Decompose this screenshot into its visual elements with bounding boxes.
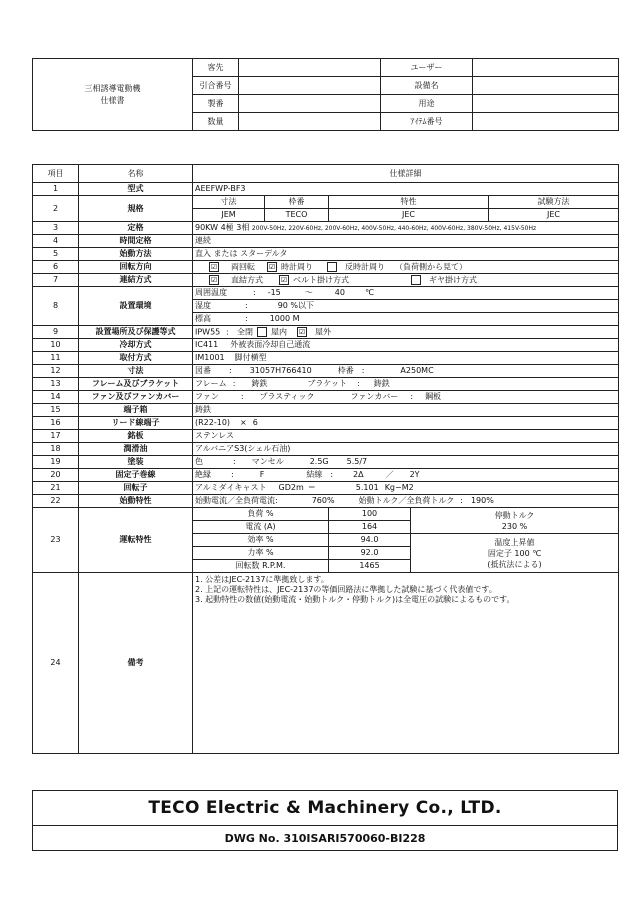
drawing-number: 31057H766410 xyxy=(249,366,312,375)
table-row xyxy=(33,274,619,287)
frame-label: 枠番 xyxy=(337,366,354,375)
table-row xyxy=(33,469,619,482)
row-name: 設置場所及び保護等式 xyxy=(79,326,193,339)
temperature-label: 周囲温度 xyxy=(195,288,227,297)
altitude-value: 1000 M xyxy=(269,314,300,323)
protection-cell: IPW55 : 全閉 屋内 ☑ 屋外 xyxy=(193,326,619,339)
table-row xyxy=(33,196,619,209)
header-table xyxy=(32,58,619,131)
option-label: ギヤ掛け方式 xyxy=(429,275,477,285)
standard-frame-header: 枠番 xyxy=(265,196,329,209)
row-number: 12 xyxy=(33,365,79,378)
row-name: 連結方式 xyxy=(79,274,193,287)
standard-dimension-value: JEM xyxy=(193,209,265,222)
stop-torque-label: 停動トルク xyxy=(494,510,535,520)
terminal-box-value: 鋳鉄 xyxy=(193,404,619,417)
table-row xyxy=(33,404,619,417)
frame-material-label: フレーム xyxy=(195,379,227,388)
spec-table xyxy=(32,164,619,754)
item-number-label: ｱｲﾃﾑ番号 xyxy=(381,113,473,131)
connection-label: 結線 xyxy=(306,470,323,479)
temperature-rise-label: 温度上昇値 xyxy=(494,537,535,547)
fan-material: プラスティック xyxy=(259,392,315,401)
row-name: 始動方法 xyxy=(79,248,193,261)
table-row xyxy=(33,183,619,196)
rpm-value: 1465 xyxy=(329,560,411,573)
table-row xyxy=(33,365,619,378)
row-name: 規格 xyxy=(79,196,193,222)
frame-number: A250MC xyxy=(400,366,434,375)
stator-winding-cell: 絶縁 : F 結線 : 2Δ ／ 2Y xyxy=(193,469,619,482)
starting-torque-value: 190% xyxy=(470,496,494,505)
row-name: 回転子 xyxy=(79,482,193,495)
color-value: 5.5/7 xyxy=(346,457,368,466)
row-number: 19 xyxy=(33,456,79,469)
checkbox-checked-icon: ☑ xyxy=(280,276,288,284)
row-number: 20 xyxy=(33,469,79,482)
row-number: 22 xyxy=(33,495,79,508)
humidity-value: 90 %以下 xyxy=(277,301,315,310)
mounting-cell xyxy=(193,352,619,365)
table-row xyxy=(33,456,619,469)
row-number: 7 xyxy=(33,274,79,287)
standard-characteristic-header: 特性 xyxy=(329,196,489,209)
connection-delta: 2Δ xyxy=(353,470,364,479)
time-rating-value: 連続 xyxy=(193,235,619,248)
row-number: 6 xyxy=(33,261,79,274)
cooling-cell xyxy=(193,339,619,352)
frame-material: 鋳鉄 xyxy=(251,379,268,388)
stop-torque-cell xyxy=(411,508,619,534)
row-number: 14 xyxy=(33,391,79,404)
fan-cover-label: ファンカバー xyxy=(350,392,399,401)
bracket-label: ブラケット xyxy=(307,379,347,388)
motor-type: 三相誘導電動機 xyxy=(33,59,193,95)
bracket-material: 鋳鉄 xyxy=(373,379,390,388)
current-value: 164 xyxy=(329,521,411,534)
insulation-class: F xyxy=(259,470,265,479)
table-row xyxy=(33,417,619,430)
coupling-cell xyxy=(193,274,619,287)
rotor-type: アルミダイキャスト xyxy=(195,483,267,492)
fan-cell: ファン : プラスティック ファンカバー : 鋼板 xyxy=(193,391,619,404)
mounting-code: IM1001 xyxy=(195,353,225,362)
starting-method-value: 直入 または スターデルタ xyxy=(193,248,619,261)
insulation-label: 絶縁 xyxy=(195,470,211,479)
starting-torque-label: 始動トルク／全負荷トルク xyxy=(358,496,455,505)
checkbox-empty-icon xyxy=(257,327,267,337)
humidity-cell: 湿度 : 90 %以下 xyxy=(193,300,619,313)
temperature-min: -15 xyxy=(267,288,281,297)
item-header: 項目 xyxy=(33,165,79,183)
row-number: 21 xyxy=(33,482,79,495)
stop-torque-value: 230 % xyxy=(501,521,528,531)
table-row xyxy=(33,235,619,248)
table-row xyxy=(33,352,619,365)
item-number-value xyxy=(473,113,619,131)
detail-header: 仕様詳細 xyxy=(193,165,619,183)
equals: ＝ xyxy=(307,483,316,492)
efficiency-label: 効率 % xyxy=(193,534,329,547)
header-row xyxy=(33,165,619,183)
table-row xyxy=(33,326,619,339)
footer-table xyxy=(32,790,618,851)
row-name: フレーム及びブラケット xyxy=(79,378,193,391)
row-name: 端子箱 xyxy=(79,404,193,417)
row-name: 取付方式 xyxy=(79,352,193,365)
rating-voltages: 200V-50Hz, 220V-60Hz, 200V-60Hz, 400V-50Hz, 440-60Hz, 400V-60Hz, 380V-50Hz, 415V-50Hz xyxy=(251,225,537,232)
rpm-label: 回転数 R.P.M. xyxy=(193,560,329,573)
row-name: リード線端子 xyxy=(79,417,193,430)
row-name: 冷却方式 xyxy=(79,339,193,352)
name-header: 名称 xyxy=(79,165,193,183)
lead-terminal-qty: 6 xyxy=(252,418,258,427)
lead-terminal-cell: (R22-10) × 6 xyxy=(193,417,619,430)
row-number: 1 xyxy=(33,183,79,196)
company-name: TECO Electric & Machinery Co., LTD. xyxy=(33,791,618,826)
starting-current-value: 760% xyxy=(311,496,335,505)
serial-number-label: 製番 xyxy=(193,95,239,113)
ip-rating: IPW55 xyxy=(195,327,221,337)
table-row xyxy=(33,248,619,261)
load-label: 負荷 % xyxy=(193,508,329,521)
row-name: 始動特性 xyxy=(79,495,193,508)
checkbox-empty-icon xyxy=(411,275,421,285)
rotation-cell xyxy=(193,261,619,274)
current-label: 電流 (A) xyxy=(193,521,329,534)
starting-current-label: 始動電流／全負荷電流: xyxy=(195,496,278,505)
row-number: 23 xyxy=(33,508,79,573)
option-label: 直結方式 xyxy=(231,275,263,285)
connection-star: 2Y xyxy=(409,470,420,479)
paint-cell: 色 : マンセル 2.5G 5.5/7 xyxy=(193,456,619,469)
mounting-description: 脚付横型 xyxy=(234,353,267,362)
quantity-value xyxy=(239,113,381,131)
color-label: 色 xyxy=(195,457,203,466)
option-label: 屋内 xyxy=(270,327,287,337)
row-number: 16 xyxy=(33,417,79,430)
gd2-value: 5.101 xyxy=(355,483,379,492)
row-number: 24 xyxy=(33,573,79,754)
customer-label: 客先 xyxy=(193,59,239,77)
humidity-label: 湿度 xyxy=(195,301,211,310)
standard-frame-value: TECO xyxy=(265,209,329,222)
cooling-code: IC411 xyxy=(195,340,219,349)
dimensions-cell: 図番 : 31057H766410 枠番 : A250MC xyxy=(193,365,619,378)
tilde: ～ xyxy=(304,288,313,297)
option-label: 全閉 xyxy=(236,327,253,337)
note-line: 3. 起動特性の数値(始動電流・始動トルク・停動トルク)は全電圧の試験によるものです。 xyxy=(195,595,515,604)
row-number: 2 xyxy=(33,196,79,222)
temperature-rise-value: 固定子 100 ℃ xyxy=(487,548,542,558)
checkbox-empty-icon xyxy=(327,262,337,272)
notes-cell xyxy=(193,573,619,754)
starting-characteristics-cell: 始動電流／全負荷電流: 760% 始動トルク／全負荷トルク : 190% xyxy=(193,495,619,508)
fan-label: ファン xyxy=(195,392,219,401)
note-line: 2. 上記の運転特性は、JEC-2137の等価回路法に準拠した試験に基づく代表値です。 xyxy=(195,585,497,594)
standard-test-value: JEC xyxy=(489,209,619,222)
row-number: 13 xyxy=(33,378,79,391)
color-system: マンセル xyxy=(251,457,284,466)
standard-dimension-header: 寸法 xyxy=(193,196,265,209)
row-name: 潤滑油 xyxy=(79,443,193,456)
row-number: 15 xyxy=(33,404,79,417)
table-row xyxy=(33,482,619,495)
option-label: 両回転 xyxy=(231,262,255,272)
table-row xyxy=(33,339,619,352)
customer-value xyxy=(239,59,381,77)
temperature-unit: ℃ xyxy=(364,288,374,297)
row-number: 10 xyxy=(33,339,79,352)
table-row xyxy=(33,573,619,754)
option-label: 反時計周り xyxy=(345,262,385,272)
checkbox-checked-icon: ☑ xyxy=(268,263,276,271)
table-row xyxy=(33,430,619,443)
rating-cell xyxy=(193,222,619,235)
row-number: 17 xyxy=(33,430,79,443)
table-row xyxy=(33,287,619,300)
slash: ／ xyxy=(385,470,394,479)
checkbox-checked-icon: ☑ xyxy=(210,276,218,284)
cooling-description: 外被表面冷却自己通流 xyxy=(230,340,311,349)
row-name: 銘板 xyxy=(79,430,193,443)
temperature-rise-cell xyxy=(411,534,619,573)
altitude-cell: 標高 : 1000 M xyxy=(193,313,619,326)
inquiry-number-label: 引合番号 xyxy=(193,77,239,95)
option-label: 屋外 xyxy=(314,327,331,337)
inquiry-number-value xyxy=(239,77,381,95)
row-number: 3 xyxy=(33,222,79,235)
equipment-name-value xyxy=(473,77,619,95)
row-name: 運転特性 xyxy=(79,508,193,573)
model-value: AEEFWP-BF3 xyxy=(193,183,619,196)
power-factor-label: 力率 % xyxy=(193,547,329,560)
row-name: 固定子巻線 xyxy=(79,469,193,482)
table-row xyxy=(33,222,619,235)
checkbox-checked-icon: ☑ xyxy=(298,328,306,336)
user-label: ユーザー xyxy=(381,59,473,77)
option-label: 時計周り xyxy=(281,262,313,272)
document-type: 仕様書 xyxy=(33,95,193,131)
serial-number-value xyxy=(239,95,381,113)
row-number: 18 xyxy=(33,443,79,456)
row-number: 8 xyxy=(33,287,79,326)
gd2-label: GD2m xyxy=(278,483,304,492)
temperature-cell: 周囲温度 : -15 ～ 40 ℃ xyxy=(193,287,619,300)
table-row xyxy=(33,508,619,521)
altitude-label: 標高 xyxy=(195,314,211,323)
temperature-max: 40 xyxy=(334,288,345,297)
standard-characteristic-value: JEC xyxy=(329,209,489,222)
row-name: 定格 xyxy=(79,222,193,235)
temperature-rise-method: (抵抗法による) xyxy=(487,559,542,569)
row-name: 設置環境 xyxy=(79,287,193,326)
color-hue: 2.5G xyxy=(309,457,329,466)
table-row xyxy=(33,443,619,456)
drawing-label: 図番 xyxy=(195,366,211,375)
row-number: 4 xyxy=(33,235,79,248)
note-line: 1. 公差はJEC-2137に準拠致します。 xyxy=(195,575,329,584)
fan-cover-material: 鋼板 xyxy=(425,392,442,401)
load-value: 100 xyxy=(329,508,411,521)
row-number: 9 xyxy=(33,326,79,339)
gd2-unit: Kg−M2 xyxy=(384,483,414,492)
table-row xyxy=(33,261,619,274)
rotor-cell xyxy=(193,482,619,495)
rotation-note: （負荷側から見て） xyxy=(395,262,467,272)
row-name: ファン及びファンカバー xyxy=(79,391,193,404)
table-row xyxy=(33,495,619,508)
quantity-label: 数量 xyxy=(193,113,239,131)
frame-bracket-cell: フレーム : 鋳鉄 ブラケット : 鋳鉄 xyxy=(193,378,619,391)
standard-test-header: 試験方法 xyxy=(489,196,619,209)
usage-value xyxy=(473,95,619,113)
row-number: 11 xyxy=(33,352,79,365)
option-label: ベルト掛け方式 xyxy=(293,275,349,285)
row-number: 5 xyxy=(33,248,79,261)
checkbox-checked-icon: ☑ xyxy=(210,263,218,271)
rating-main: 90KW 4極 3相 xyxy=(195,223,250,232)
usage-label: 用途 xyxy=(381,95,473,113)
row-name: 備考 xyxy=(79,573,193,754)
table-row xyxy=(33,378,619,391)
row-name: 時間定格 xyxy=(79,235,193,248)
efficiency-value: 94.0 xyxy=(329,534,411,547)
drawing-number: DWG No. 310ISARI570060-BI228 xyxy=(33,826,618,851)
row-name: 型式 xyxy=(79,183,193,196)
nameplate-value: ステンレス xyxy=(193,430,619,443)
power-factor-value: 92.0 xyxy=(329,547,411,560)
row-name: 塗装 xyxy=(79,456,193,469)
row-name: 回転方向 xyxy=(79,261,193,274)
user-value xyxy=(473,59,619,77)
lubricant-value: アルバニアS3(シェル石油) xyxy=(193,443,619,456)
equipment-name-label: 設備名 xyxy=(381,77,473,95)
table-row xyxy=(33,391,619,404)
row-name: 寸法 xyxy=(79,365,193,378)
lead-terminal-value: (R22-10) xyxy=(195,418,231,427)
